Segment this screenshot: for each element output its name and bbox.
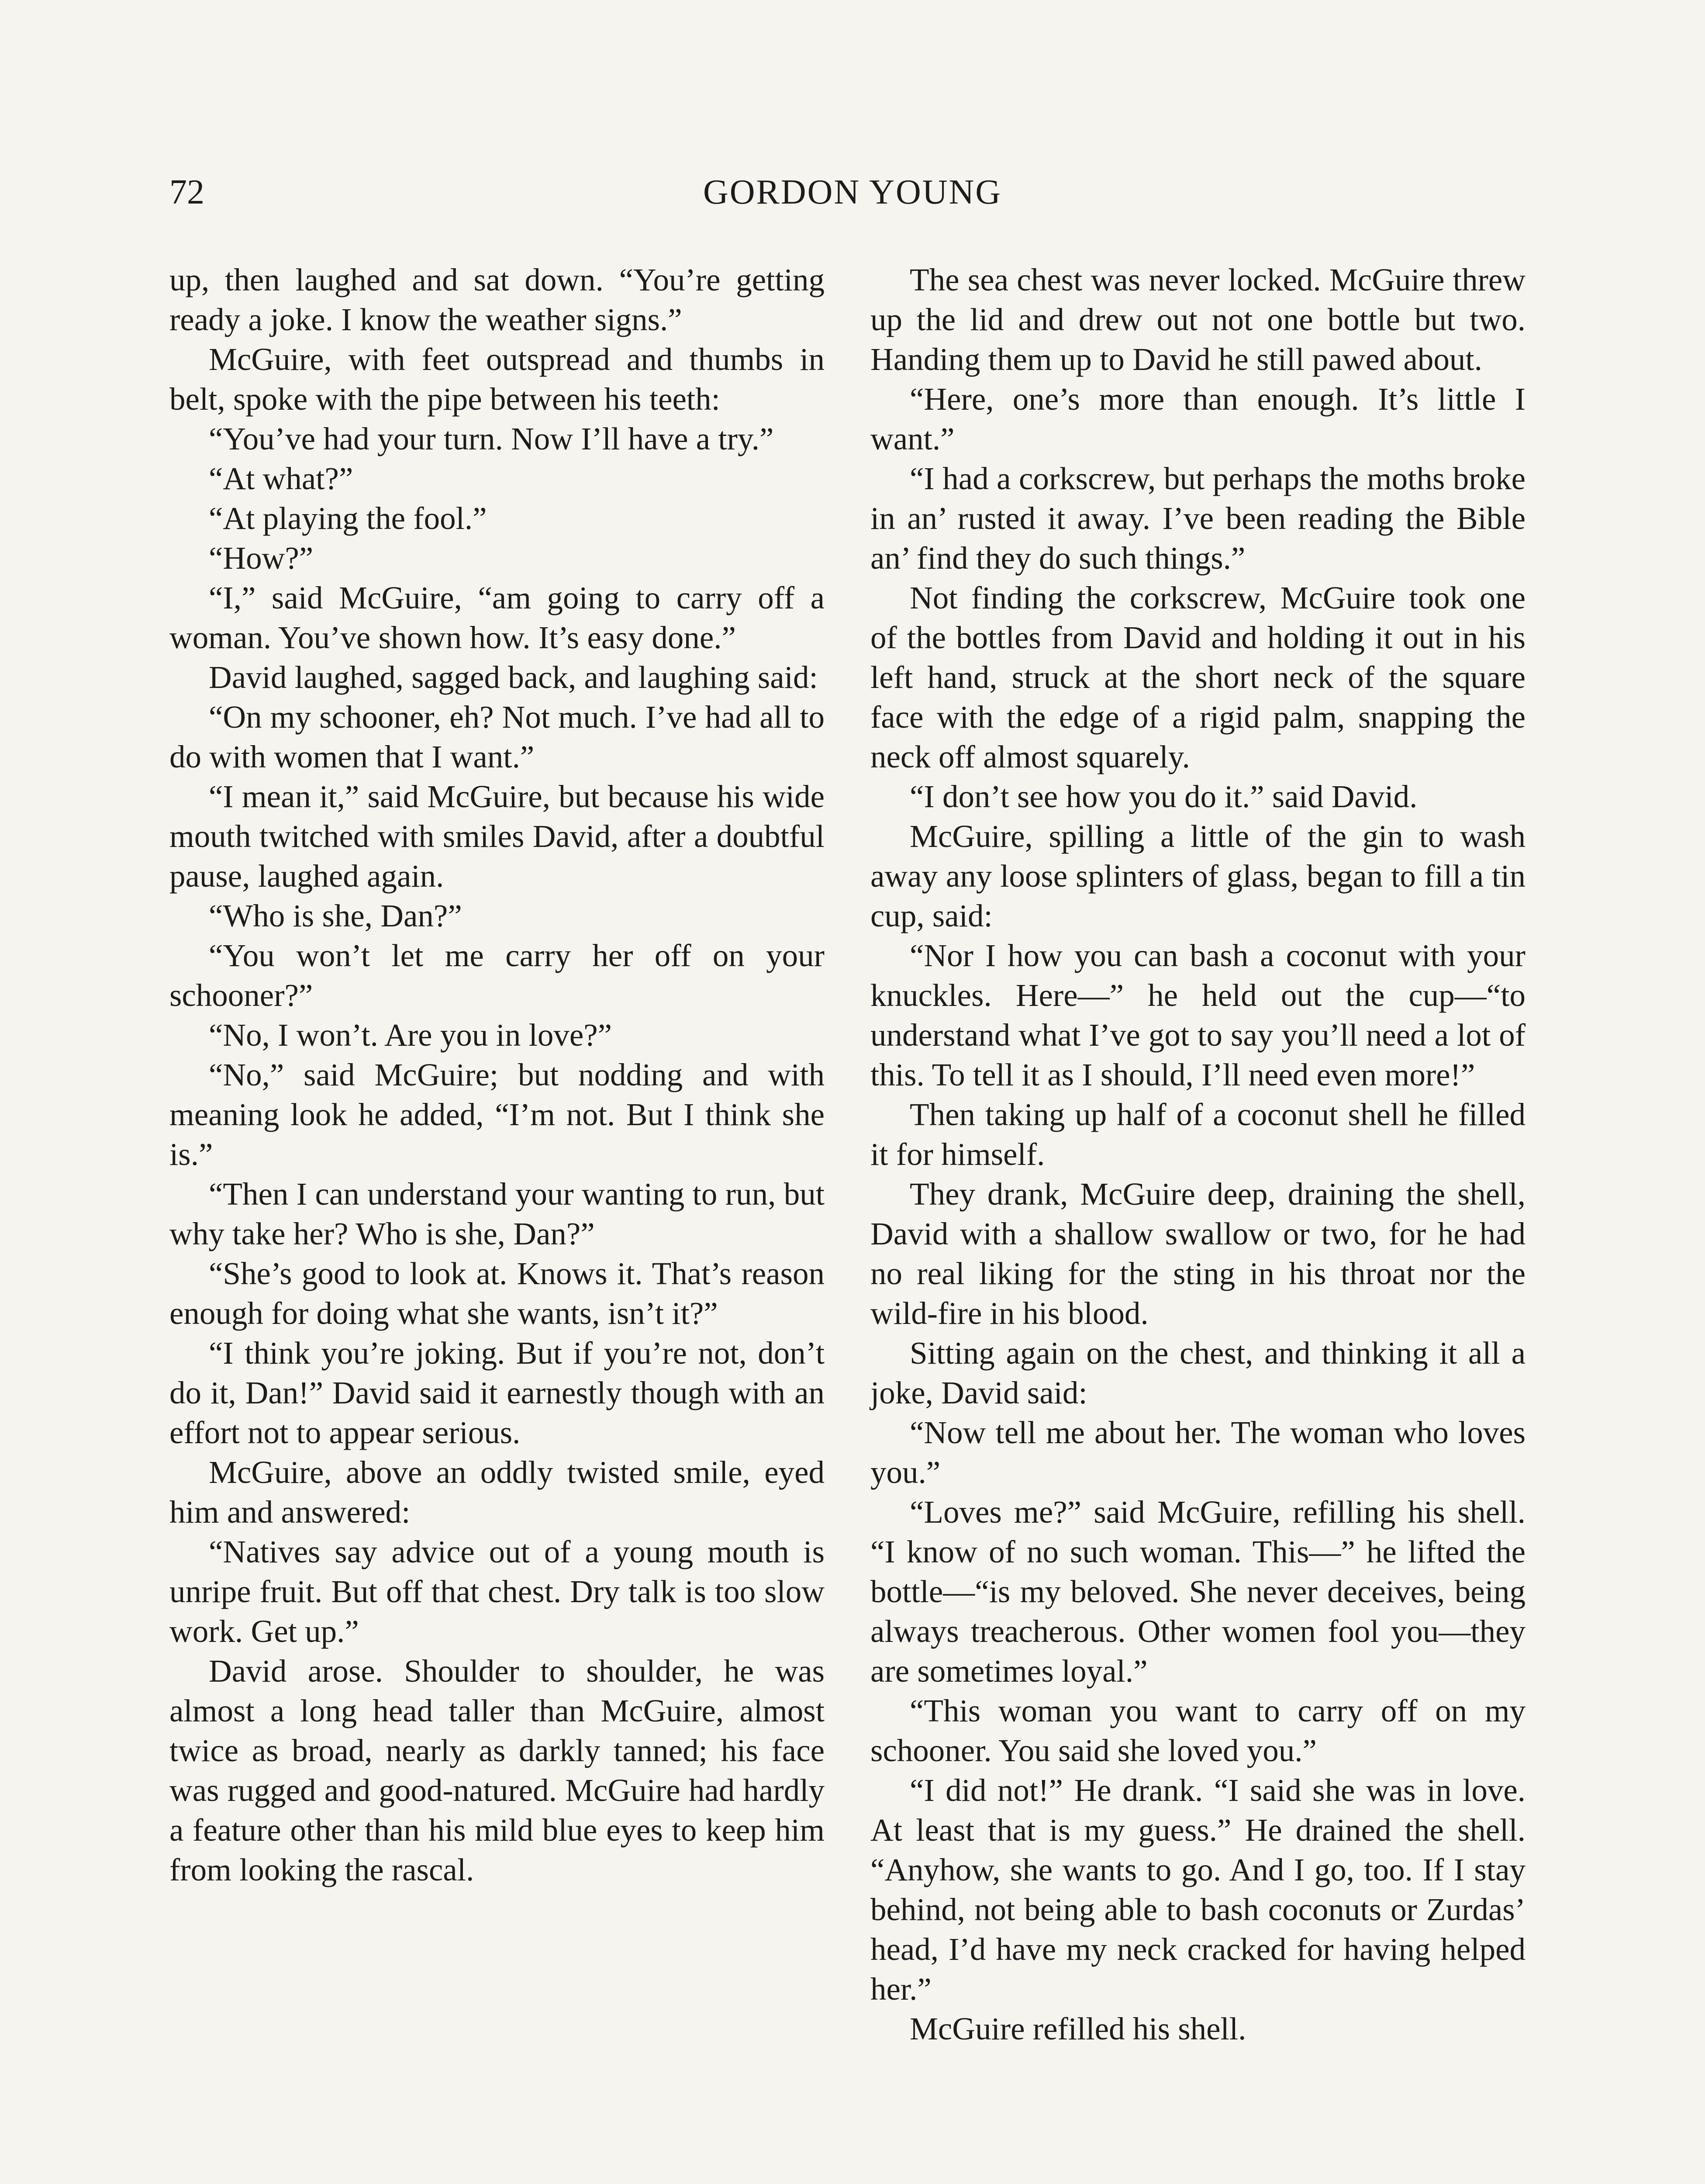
paragraph: McGuire, with feet outspread and thumbs in belt, spoke with the pipe between his teeth: [169,342,825,417]
paragraph: “At what?” [209,461,353,496]
paragraph: “Natives say advice out of a young mouth is unripe fruit. But off that chest. Dry talk is too slow work. Get up.” [169,1534,825,1649]
paragraph: “I think you’re joking. But if you’re not, don’t do it, Dan!” David said it earnestly though with an effort not to appear serious. [169,1335,825,1450]
paragraph: “Here, one’s more than enough. It’s little I want.” [870,381,1526,456]
paragraph: Sitting again on the chest, and thinking it all a joke, David said: [870,1335,1526,1410]
page-number: 72 [169,173,204,211]
paragraph: David arose. Shoulder to shoulder, he was almost a long head taller than McGuire, almost twice as broad, nearly as darkly tanned; his face was rugged and good-natured. McGuire had hardly a feature other than his mild blue eyes to keep him from looking the rascal. [169,1653,825,1887]
page-header [169,168,1536,216]
paragraph: “This woman you want to carry off on my schooner. You said she loved you.” [870,1693,1526,1768]
paragraph: David laughed, sagged back, and laughing said: [209,660,818,695]
paragraph: The sea chest was never locked. McGuire threw up the lid and drew out not one bottle but two. Handing them up to David he still pawed about. [870,262,1526,377]
paragraph: “You won’t let me carry her off on your schooner?” [169,938,825,1013]
paragraph: “I had a corkscrew, but perhaps the moths broke in an’ rusted it away. I’ve been reading the Bible an’ find they do such things.” [870,461,1526,576]
paragraph: “At playing the fool.” [209,501,487,536]
paragraph: “I mean it,” said McGuire, but because his wide mouth twitched with smiles David, after a doubtful pause, laughed again. [169,779,825,894]
paragraph: “Nor I how you can bash a coconut with your knuckles. Here—” he held out the cup—“to understand what I’ve got to say you’ll need a lot of this. To tell it as I should, I’ll need even more!” [870,938,1526,1092]
paragraph: They drank, McGuire deep, draining the shell, David with a shallow swallow or two, for he had no real liking for the sting in his throat nor the wild-fire in his blood. [870,1176,1526,1331]
paragraph: “I don’t see how you do it.” said David. [910,779,1418,814]
paragraph: “You’ve had your turn. Now I’ll have a try.” [209,421,774,456]
paragraph: “Then I can understand your wanting to run, but why take her? Who is she, Dan?” [169,1176,825,1251]
paragraph: “She’s good to look at. Knows it. That’s reason enough for doing what she wants, isn’t it?” [169,1256,825,1331]
paragraph: Then taking up half of a coconut shell he filled it for himself. [870,1097,1526,1172]
right-column [870,260,1526,2049]
paragraph: “I,” said McGuire, “am going to carry off a woman. You’ve shown how. It’s easy done.” [169,580,825,655]
paragraph: “On my schooner, eh? Not much. I’ve had all to do with women that I want.” [169,699,825,774]
paragraph: McGuire, above an oddly twisted smile, eyed him and answered: [169,1455,825,1530]
paragraph: “Now tell me about her. The woman who loves you.” [870,1415,1526,1490]
paragraph: “How?” [209,540,314,576]
paragraph: Not finding the corkscrew, McGuire took one of the bottles from David and holding it out in his left hand, struck at the short neck of the square face with the edge of a rigid palm, snapping the neck off almost squarely. [870,580,1526,774]
running-title: GORDON YOUNG [703,173,1002,211]
paragraph: McGuire refilled his shell. [910,2011,1246,2046]
paragraph: “No,” said McGuire; but nodding and with meaning look he added, “I’m not. But I think she is.” [169,1057,825,1172]
paragraph: “Loves me?” said McGuire, refilling his shell. “I know of no such woman. This—” he lifted the bottle—“is my beloved. She never deceives, being always treacherous. Other women fool you—they are sometimes loyal.” [870,1494,1526,1689]
paragraph: up, then laughed and sat down. “You’re getting ready a joke. I know the weather signs.” [169,262,825,337]
paragraph: “Who is she, Dan?” [209,898,462,933]
paragraph: “No, I won’t. Are you in love?” [209,1017,612,1053]
paragraph: McGuire, spilling a little of the gin to wash away any loose splinters of glass, began to fill a tin cup, said: [870,819,1526,933]
left-column [169,260,825,1890]
paragraph: “I did not!” He drank. “I said she was in love. At least that is my guess.” He drained the shell. “Anyhow, she wants to go. And I go, too. If I stay behind, not being able to bash coconuts or Zurdas’ head, I’d have my neck cracked for having helped her.” [870,1773,1526,2007]
